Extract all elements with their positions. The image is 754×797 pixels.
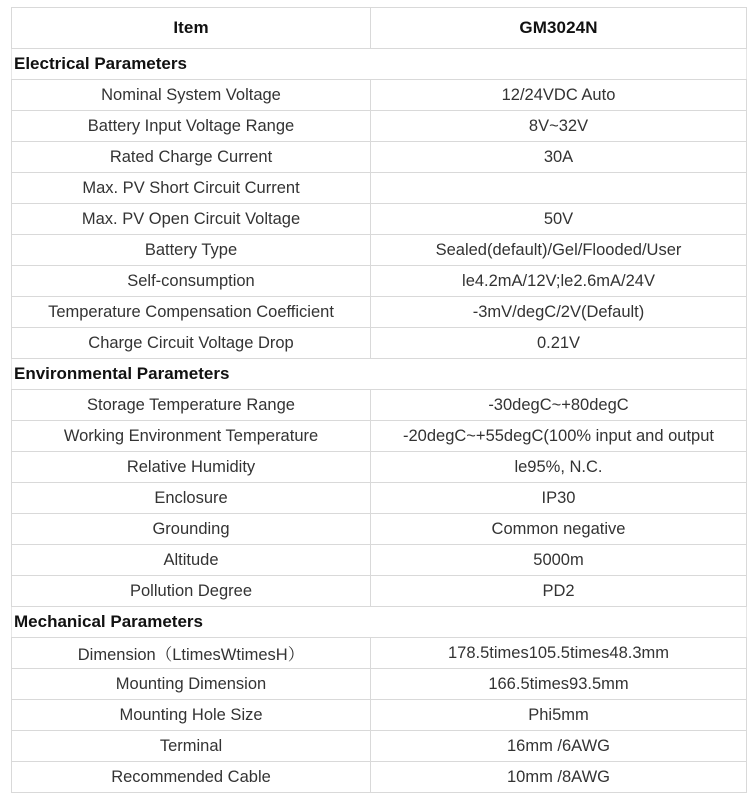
table-row — [12, 111, 747, 142]
spec-item-cell: Storage Temperature Range — [12, 390, 371, 421]
spec-value-cell: 10mm /8AWG — [371, 762, 747, 793]
table-row — [12, 421, 747, 452]
spec-value-cell: -20degC~+55degC(100% input and output — [371, 421, 747, 452]
spec-value-cell: 8V~32V — [371, 111, 747, 142]
spec-value-cell: le95%, N.C. — [371, 452, 747, 483]
column-header-item: Item — [12, 8, 371, 49]
table-row — [12, 173, 747, 204]
spec-value-cell: 12/24VDC Auto — [371, 80, 747, 111]
table-row — [12, 638, 747, 669]
table-row — [12, 762, 747, 793]
spec-item-cell: Altitude — [12, 545, 371, 576]
table-header-row — [12, 8, 747, 49]
table-row — [12, 514, 747, 545]
section-title: Environmental Parameters — [12, 359, 747, 390]
spec-value-cell: 178.5times105.5times48.3mm — [371, 638, 747, 669]
spec-value-cell: 16mm /6AWG — [371, 731, 747, 762]
table-row — [12, 576, 747, 607]
table-row — [12, 235, 747, 266]
spec-item-cell: Mounting Dimension — [12, 669, 371, 700]
section-title: Mechanical Parameters — [12, 607, 747, 638]
spec-item-cell: Battery Input Voltage Range — [12, 111, 371, 142]
spec-value-cell: -3mV/degC/2V(Default) — [371, 297, 747, 328]
table-row — [12, 700, 747, 731]
spec-item-cell: Grounding — [12, 514, 371, 545]
spec-item-cell: Working Environment Temperature — [12, 421, 371, 452]
spec-item-cell: Recommended Cable — [12, 762, 371, 793]
spec-value-cell: 5000m — [371, 545, 747, 576]
spec-value-cell: -30degC~+80degC — [371, 390, 747, 421]
table-row — [12, 452, 747, 483]
spec-item-cell: Max. PV Short Circuit Current — [12, 173, 371, 204]
spec-value-cell: Sealed(default)/Gel/Flooded/User — [371, 235, 747, 266]
column-header-model: GM3024N — [371, 8, 747, 49]
table-row — [12, 142, 747, 173]
spec-table-body — [12, 49, 747, 793]
spec-item-cell: Max. PV Open Circuit Voltage — [12, 204, 371, 235]
table-row — [12, 328, 747, 359]
table-row — [12, 390, 747, 421]
spec-item-cell: Self-consumption — [12, 266, 371, 297]
table-row — [12, 266, 747, 297]
table-row — [12, 204, 747, 235]
spec-item-cell: Relative Humidity — [12, 452, 371, 483]
spec-value-cell: Common negative — [371, 514, 747, 545]
spec-item-cell: Charge Circuit Voltage Drop — [12, 328, 371, 359]
spec-table — [11, 7, 747, 793]
table-row — [12, 483, 747, 514]
table-row — [12, 731, 747, 762]
table-row — [12, 80, 747, 111]
spec-value-cell: IP30 — [371, 483, 747, 514]
spec-value-cell: le4.2mA/12V;le2.6mA/24V — [371, 266, 747, 297]
spec-item-cell: Dimension（LtimesWtimesH） — [12, 638, 371, 669]
section-header-row — [12, 607, 747, 638]
spec-item-cell: Mounting Hole Size — [12, 700, 371, 731]
spec-item-cell: Battery Type — [12, 235, 371, 266]
spec-item-cell: Pollution Degree — [12, 576, 371, 607]
section-header-row — [12, 49, 747, 80]
spec-value-cell: 50V — [371, 204, 747, 235]
spec-item-cell: Enclosure — [12, 483, 371, 514]
spec-value-cell: PD2 — [371, 576, 747, 607]
spec-value-cell — [371, 173, 747, 204]
spec-item-cell: Rated Charge Current — [12, 142, 371, 173]
table-row — [12, 545, 747, 576]
table-row — [12, 297, 747, 328]
spec-value-cell: Phi5mm — [371, 700, 747, 731]
spec-value-cell: 30A — [371, 142, 747, 173]
table-row — [12, 669, 747, 700]
spec-item-cell: Terminal — [12, 731, 371, 762]
section-header-row — [12, 359, 747, 390]
section-title: Electrical Parameters — [12, 49, 747, 80]
spec-item-cell: Nominal System Voltage — [12, 80, 371, 111]
spec-item-cell: Temperature Compensation Coefficient — [12, 297, 371, 328]
spec-value-cell: 166.5times93.5mm — [371, 669, 747, 700]
spec-value-cell: 0.21V — [371, 328, 747, 359]
